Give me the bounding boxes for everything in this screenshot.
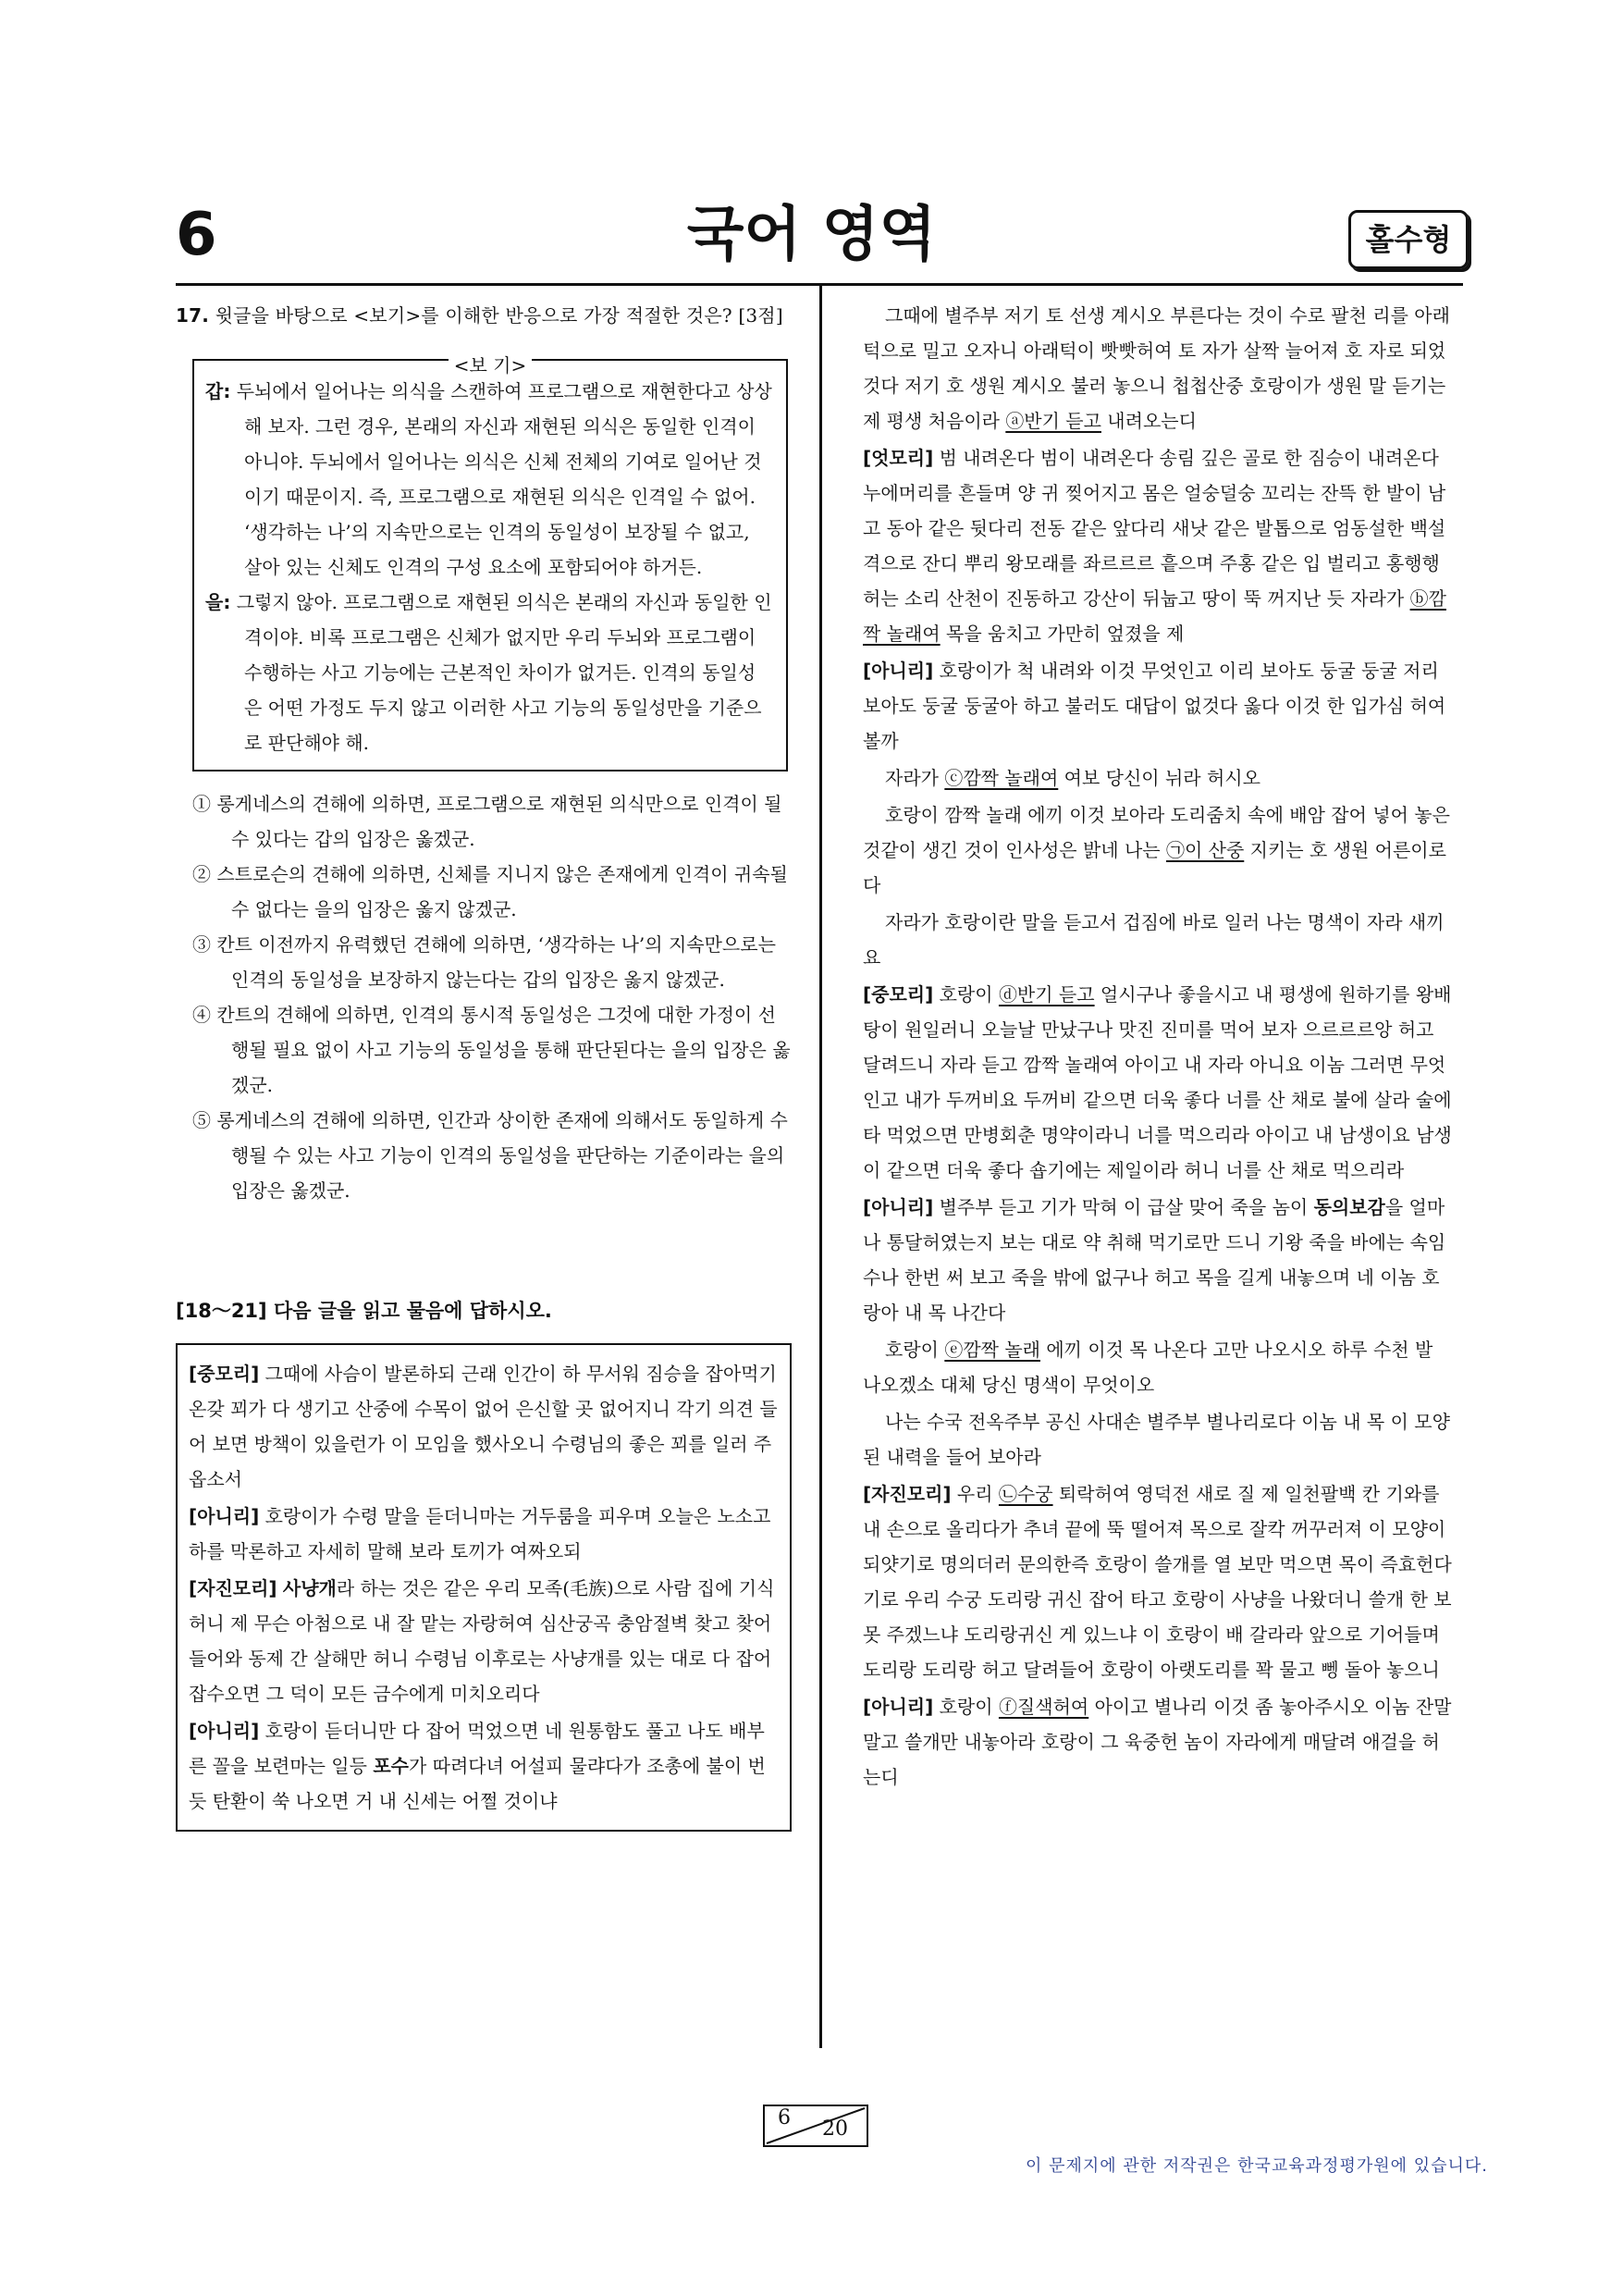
right-column bbox=[863, 298, 1455, 1796]
total-pages: 20 bbox=[822, 2117, 848, 2141]
speaker-eul bbox=[205, 585, 773, 760]
speaker-eul-text: 그렇지 않아. 프로그램으로 재현된 의식은 본래의 자신과 동일한 인격이야. 비록 프로그램은 신체가 없지만 우리 두뇌와 프로그램이 수행하는 사고 기능에는 근본적인 차이가 없거든. 인격의 동일성은 어떤 가정도 두지 않고 이러한 사고 기능의 동일성만을 기준으로 판단해야 해. bbox=[236, 591, 772, 754]
underlined-f: ⓕ질색허여 bbox=[998, 1696, 1089, 1718]
passage-para: 호랑이 ⓔ깜짝 놀래 에끼 이것 목 나온다 고만 나오시오 하루 수천 발 나오겠소 대체 당신 명색이 무엇이오 bbox=[863, 1339, 1433, 1396]
form-type-badge: 홀수형 bbox=[1348, 210, 1469, 269]
page-number: 6 bbox=[176, 201, 217, 269]
bogi-box bbox=[192, 354, 788, 772]
section-heading: [18～21] 다음 글을 읽고 물음에 답하시오. bbox=[176, 1300, 552, 1322]
passage-para: [엇모리] 범 내려온다 범이 내려온다 송림 깊은 골로 한 짐승이 내려온다 누에머리를 흔들며 양 귀 찢어지고 몸은 얼숭덜숭 꼬리는 잔뜩 한 발이 남고 동아 같은 뒷다리 전동 같은 앞다리 새낫 같은 발톱으로 엄동설한 백설 격으로 잔디 뿌리 왕모래를 좌르르르 흩으며 주홍 같은 입 벌리고 홍행행 허는 소리 산천이 진동하고 강산이 뒤눕고 땅이 뚝 꺼지난 듯 자라가 ⓑ깜짝 놀래여 목을 움치고 가만히 엎졌을 제 bbox=[863, 447, 1446, 645]
speaker-gap-tag: 갑: bbox=[205, 380, 231, 402]
underlined-c: ⓒ깜짝 놀래여 bbox=[944, 767, 1059, 789]
answer-choices bbox=[176, 786, 792, 1208]
speaker-gap-text: 두뇌에서 일어나는 의식을 스캔하여 프로그램으로 재현한다고 상상해 보자. 그런 경우, 본래의 자신과 재현된 의식은 동일한 인격이 아니야. 두뇌에서 일어나는 의식은 신체 전체의 기여로 일어난 것이기 때문이지. 즉, 프로그램으로 재현된 의식은 인격일 수 없어. ‘생각하는 나’의 지속만으로는 인격의 동일성이 보장될 수 없고, 살아 있는 신체도 인격의 구성 요소에 포함되어야 하거든. bbox=[236, 380, 772, 578]
passage-para: [중모리] 그때에 사슴이 발론하되 근래 인간이 하 무서워 짐승을 잡아먹기 온갖 꾀가 다 생기고 산중에 수목이 없어 은신할 곳 없어지니 각기 의견 들어 보면 방책이 있을런가 이 모임을 했사오니 수령님의 좋은 꾀를 일러 주옵소서 bbox=[189, 1363, 778, 1490]
column-divider bbox=[819, 286, 822, 2048]
question-text: 윗글을 바탕으로 <보기>를 이해한 반응으로 가장 적절한 것은? [3점] bbox=[215, 304, 783, 327]
question-17-stem bbox=[176, 298, 792, 333]
passage-para: [자진모리] 사냥개라 하는 것은 같은 우리 모족(毛族)으로 사람 집에 기식허니 제 무슨 아첨으로 내 잘 맡는 자랑허여 심산궁곡 충암절벽 찾고 찾어 들어와 동제 간 살해만 허니 수령님 이후로는 사냥개를 있는 대로 다 잡어 잡수오면 그 덕이 모든 금수에게 미치오리다 bbox=[189, 1577, 775, 1705]
left-column bbox=[176, 298, 792, 1832]
passage-para: [중모리] 호랑이 ⓓ반기 듣고 얼시구나 좋을시고 내 평생에 원하기를 왕배탕이 원일러니 오늘날 만났구나 맛진 진미를 먹어 보자 으르르르앙 허고 달려드니 자라 듣고 깜짝 놀래여 아이고 내 자라 아니요 이놈 그러면 무엇인고 내가 두꺼비요 두꺼비 같으면 더욱 좋다 너를 산 채로 불에 살라 술에 타 먹었으면 만병회춘 명약이라니 너를 먹으리라 아이고 내 남생이요 남생이 같으면 더욱 좋다 숍기에는 제일이라 허니 너를 산 채로 먹으리라 bbox=[863, 983, 1452, 1181]
passage-para: 호랑이 깜짝 놀래 에끼 이것 보아라 도리줌치 속에 배암 잡어 넣어 놓은 것같이 생긴 것이 인사성은 밝네 나는 ㉠이 산중 지키는 호 생원 어른이로다 bbox=[863, 804, 1450, 896]
underlined-b: ⓑ깜짝 놀래여 bbox=[863, 587, 1446, 645]
passage-para: [아니리] 호랑이 듣더니만 다 잡어 먹었으면 네 원통함도 풀고 나도 배부른 꼴을 보련마는 일등 포수가 따려다녀 어설피 물랴다가 조총에 불이 번듯 탄환이 쑥 나오면 거 내 신세는 어쩔 것이냐 bbox=[189, 1720, 766, 1812]
passage-para: 그때에 별주부 저기 토 선생 계시오 부른다는 것이 수로 팔천 리를 아래턱으로 밀고 오자니 아래턱이 빳빳허여 토 자가 살짝 늘어져 호 자로 되었것다 저기 호 생원 계시오 불러 놓으니 첩첩산중 호랑이가 생원 말 듣기는 제 평생 처음이라 ⓐ반기 듣고 내려오는디 bbox=[863, 304, 1450, 432]
passage-para: [아니리] 호랑이가 척 내려와 이것 무엇인고 이리 보아도 둥굴 둥굴 저리 보아도 둥굴 둥굴아 하고 불러도 대답이 없것다 옳다 이것 한 입가심 허여 볼까 bbox=[863, 660, 1446, 752]
page-counter bbox=[763, 2105, 868, 2147]
speaker-eul-tag: 을: bbox=[205, 591, 231, 613]
choice-4[interactable]: ④ 칸트의 견해에 의하면, 인격의 통시적 동일성은 그것에 대한 가정이 선행될 필요 없이 사고 기능의 동일성을 통해 판단된다는 을의 입장은 옳겠군. bbox=[192, 1004, 791, 1096]
question-number: 17. bbox=[176, 304, 210, 327]
underlined-nieun: ㉡수궁 bbox=[998, 1483, 1053, 1505]
copyright-notice: 이 문제지에 관한 저작권은 한국교육과정평가원에 있습니다. bbox=[1025, 2156, 1488, 2176]
passage-para: 나는 수국 전옥주부 공신 사대손 별주부 별나리로다 이놈 내 목 이 모양 된 내력을 들어 보아라 bbox=[863, 1411, 1450, 1468]
passage-para: [자진모리] 우리 ㉡수궁 퇴락허여 영덕전 새로 질 제 일천팔백 칸 기와를 내 손으로 올리다가 추녀 끝에 뚝 떨어져 목으로 잘칵 꺼꾸러져 이 모양이 되얏기로 명의더러 문의한즉 호랑이 쓸개를 열 보만 먹으면 목이 즉효헌다기로 우리 수궁 도리랑 귀신 잡어 타고 호랑이 사냥을 나왔더니 쓸개 한 보 못 주겠느냐 도리랑귀신 게 있느냐 이 호랑이 배 갈라라 앞으로 기어들며 도리랑 도리랑 허고 달려들어 호랑이 아랫도리를 꽉 물고 뼁 돌아 놓으니 bbox=[863, 1483, 1452, 1681]
choice-5[interactable]: ⑤ 롱게네스의 견해에 의하면, 인간과 상이한 존재에 의해서도 동일하게 수행될 수 있는 사고 기능이 인격의 동일성을 판단하는 기준이라는 을의 입장은 옳겠군. bbox=[192, 1109, 788, 1202]
speaker-gap bbox=[205, 374, 773, 585]
underlined-e: ⓔ깜짝 놀래 bbox=[944, 1339, 1040, 1361]
choice-2[interactable]: ② 스트로슨의 견해에 의하면, 신체를 지니지 않은 존재에게 인격이 귀속될 수 없다는 을의 입장은 옳지 않겠군. bbox=[192, 863, 788, 920]
choice-3[interactable]: ③ 칸트 이전까지 유력했던 견해에 의하면, ‘생각하는 나’의 지속만으로는 인격의 동일성을 보장하지 않는다는 갑의 입장은 옳지 않겠군. bbox=[192, 933, 776, 991]
underlined-giyeok: ㉠이 산중 bbox=[1165, 839, 1245, 861]
choice-1[interactable]: ① 롱게네스의 견해에 의하면, 프로그램으로 재현된 의식만으로 인격이 될 수 있다는 갑의 입장은 옳겠군. bbox=[192, 793, 782, 850]
passage-para: [아니리] 별주부 듣고 기가 막혀 이 급살 맞어 죽을 놈이 동의보감을 얼마나 통달허였는지 보는 대로 약 취해 먹기로만 드니 기왕 죽을 바에는 속임수나 한번 써 보고 죽을 밖에 없구나 허고 목을 길게 내놓으며 네 이놈 호랑아 내 목 나간다 bbox=[863, 1196, 1446, 1324]
passage-para: 자라가 호랑이란 말을 듣고서 겁짐에 바로 일러 나는 명색이 자라 새끼요 bbox=[863, 911, 1445, 969]
passage-para: 자라가 ⓒ깜짝 놀래여 여보 당신이 뉘라 허시오 bbox=[885, 767, 1260, 789]
underlined-d: ⓓ반기 듣고 bbox=[998, 983, 1095, 1006]
passage-para: [아니리] 호랑이가 수령 말을 듣더니마는 거두룸을 피우며 오늘은 노소고하를 막론하고 자세히 말해 보라 토끼가 여짜오되 bbox=[189, 1505, 771, 1562]
passage-para: [아니리] 호랑이 ⓕ질색허여 아이고 별나리 이것 좀 놓아주시오 이놈 잔말 말고 쓸개만 내놓아라 호랑이 그 육중헌 놈이 자라에게 매달려 애걸을 허는디 bbox=[863, 1696, 1452, 1788]
current-page: 6 bbox=[778, 2106, 791, 2129]
underlined-a: ⓐ반기 듣고 bbox=[1005, 410, 1101, 432]
bogi-label: <보 기> bbox=[194, 348, 786, 383]
page-title: 국어 영역 bbox=[686, 201, 937, 269]
passage-left-box bbox=[176, 1343, 792, 1832]
